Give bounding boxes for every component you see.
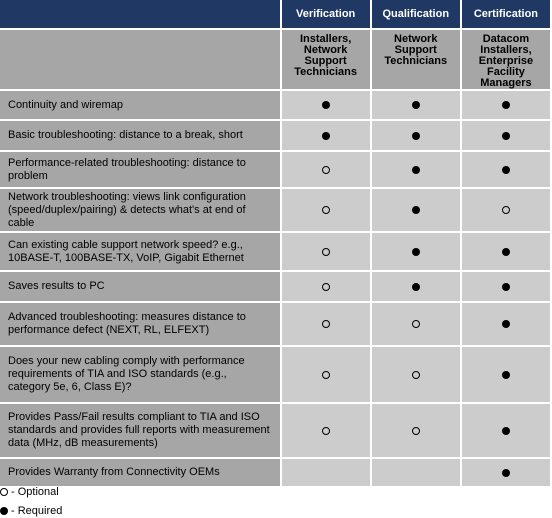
row-label: Provides Warranty from Connectivity OEMs [0, 459, 282, 488]
row-value-cell [372, 303, 462, 347]
required-dot-icon [502, 101, 510, 109]
row-value-cell [282, 121, 372, 152]
table-row [0, 347, 552, 404]
row-label: Continuity and wiremap [0, 91, 282, 121]
row-label: Network troubleshooting: views link configuration (speed/duplex/pairing) & detects what's at end of cable [0, 189, 282, 233]
table-row [0, 121, 552, 152]
row-value-cell [282, 272, 372, 303]
required-dot-icon [502, 320, 510, 328]
legend-required [0, 505, 62, 517]
header-row [0, 0, 552, 30]
column-header-qualification: Qualification [372, 0, 462, 30]
row-value-cell [372, 233, 462, 272]
row-value-cell [462, 404, 552, 459]
table-row [0, 152, 552, 189]
row-value-cell [282, 233, 372, 272]
required-dot-icon [502, 166, 510, 174]
column-header-verification: Verification [282, 0, 372, 30]
row-value-cell [282, 152, 372, 189]
legend-optional-label: - Optional [11, 486, 59, 498]
row-label: Provides Pass/Fail results compliant to TIA and ISO standards and provides full reports with measurement data (MHz, dB measurements) [0, 404, 282, 459]
row-label: Performance-related troubleshooting: distance to problem [0, 152, 282, 189]
row-value-cell [462, 303, 552, 347]
optional-circle-icon [322, 427, 330, 435]
required-dot-icon [412, 132, 420, 140]
audience-row [0, 30, 552, 91]
row-value-cell [462, 347, 552, 404]
legend-required-label: - Required [11, 505, 63, 517]
row-value-cell [462, 121, 552, 152]
required-dot-icon [412, 166, 420, 174]
table-row [0, 91, 552, 121]
optional-circle-icon [322, 320, 330, 328]
row-value-cell [462, 459, 552, 488]
row-label: Does your new cabling comply with performance requirements of TIA and ISO standards (e.g., category 5e, 6, Class E)? [0, 347, 282, 404]
row-value-cell [282, 459, 372, 488]
row-label: Advanced troubleshooting: measures distance to performance defect (NEXT, RL, ELFEXT) [0, 303, 282, 347]
audience-certification: Datacom Installers, Enterprise Facility Managers [462, 30, 552, 91]
row-value-cell [282, 189, 372, 233]
audience-blank-cell [0, 30, 282, 91]
table-row [0, 404, 552, 459]
optional-circle-icon [322, 206, 330, 214]
table-row [0, 459, 552, 488]
row-value-cell [462, 152, 552, 189]
row-value-cell [372, 404, 462, 459]
optional-circle-icon [412, 371, 420, 379]
table-row [0, 272, 552, 303]
row-value-cell [372, 459, 462, 488]
required-dot-icon [322, 132, 330, 140]
row-value-cell [462, 189, 552, 233]
row-value-cell [462, 91, 552, 121]
required-dot-icon [0, 507, 8, 515]
row-label: Saves results to PC [0, 272, 282, 303]
column-header-certification: Certification [462, 0, 552, 30]
row-value-cell [282, 91, 372, 121]
optional-circle-icon [322, 371, 330, 379]
required-dot-icon [502, 469, 510, 477]
optional-circle-icon [412, 427, 420, 435]
required-dot-icon [502, 283, 510, 291]
row-value-cell [372, 272, 462, 303]
required-dot-icon [322, 101, 330, 109]
table-row [0, 233, 552, 272]
row-label: Can existing cable support network speed? e.g., 10BASE-T, 100BASE-TX, VoIP, Gigabit Ethernet [0, 233, 282, 272]
row-value-cell [372, 152, 462, 189]
optional-circle-icon [322, 248, 330, 256]
row-value-cell [372, 121, 462, 152]
table-row [0, 189, 552, 233]
header-blank-cell [0, 0, 282, 30]
row-value-cell [282, 303, 372, 347]
optional-circle-icon [502, 206, 510, 214]
row-value-cell [372, 91, 462, 121]
row-value-cell [462, 233, 552, 272]
table-row [0, 303, 552, 347]
legend-optional [0, 486, 59, 498]
required-dot-icon [412, 283, 420, 291]
row-value-cell [462, 272, 552, 303]
row-label: Basic troubleshooting: distance to a break, short [0, 121, 282, 152]
required-dot-icon [502, 132, 510, 140]
optional-circle-icon [0, 488, 8, 496]
required-dot-icon [412, 206, 420, 214]
row-value-cell [372, 189, 462, 233]
row-value-cell [282, 347, 372, 404]
audience-qualification: Network Support Technicians [372, 30, 462, 91]
row-value-cell [372, 347, 462, 404]
audience-verification: Installers, Network Support Technicians [282, 30, 372, 91]
required-dot-icon [502, 248, 510, 256]
required-dot-icon [502, 427, 510, 435]
optional-circle-icon [322, 166, 330, 174]
row-value-cell [282, 404, 372, 459]
required-dot-icon [502, 371, 510, 379]
optional-circle-icon [412, 320, 420, 328]
required-dot-icon [412, 101, 420, 109]
required-dot-icon [412, 248, 420, 256]
optional-circle-icon [322, 283, 330, 291]
